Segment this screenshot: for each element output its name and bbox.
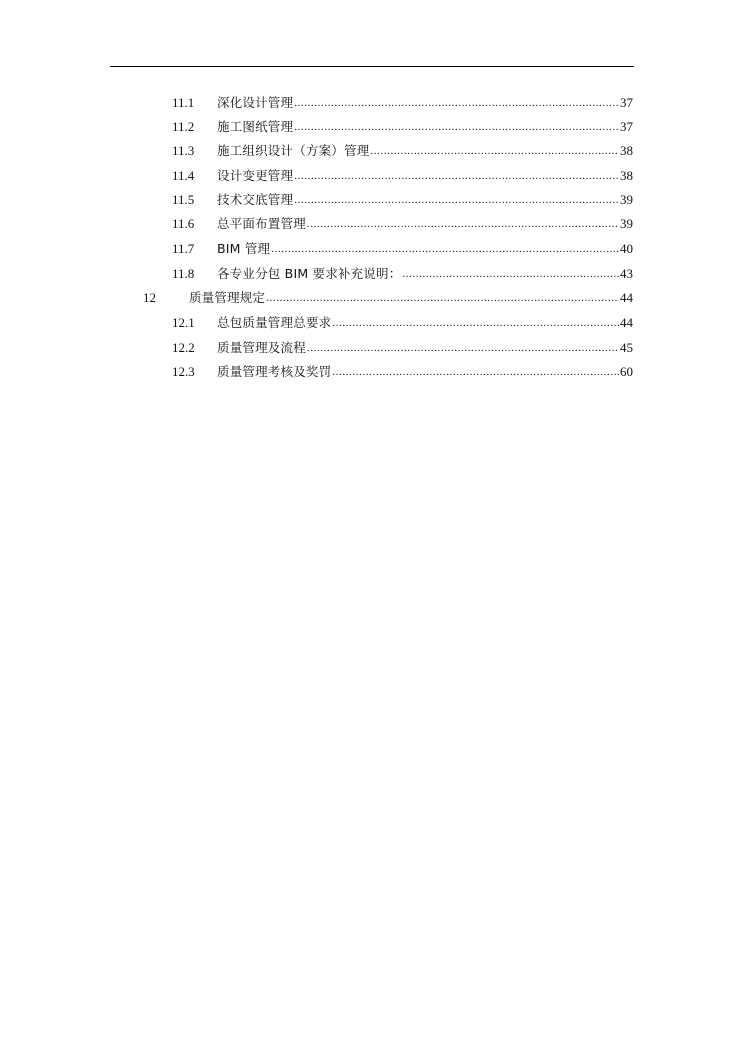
toc-entry-12-1[interactable] <box>172 312 633 334</box>
toc-dot-leader <box>402 263 619 285</box>
toc-entry-number: 12.3 <box>172 364 195 379</box>
toc-entry-11-1[interactable] <box>172 92 633 114</box>
toc-entry-page: 39 <box>620 216 633 231</box>
toc-entry-page: 37 <box>620 119 633 134</box>
toc-dot-leader <box>271 238 619 260</box>
toc-entry-page: 39 <box>620 192 633 207</box>
toc-entry-11-4[interactable] <box>172 165 633 187</box>
toc-entry-12-2[interactable] <box>172 337 633 359</box>
toc-entry-title: 施工图纸管理 <box>217 119 294 134</box>
toc-entry-number: 11.6 <box>172 216 195 231</box>
toc-entry-page: 40 <box>620 241 633 256</box>
toc-dot-leader <box>266 287 619 309</box>
toc-entry-title: 各专业分包 BIM 要求补充说明： <box>217 266 402 281</box>
toc-entry-page: 44 <box>620 315 633 330</box>
toc-entry-title: 质量管理及流程 <box>217 340 306 355</box>
toc-dot-leader <box>307 213 619 235</box>
toc-entry-page: 43 <box>620 266 633 281</box>
toc-entry-page: 38 <box>620 143 633 158</box>
toc-entry-12[interactable] <box>143 287 633 309</box>
toc-dot-leader <box>294 189 619 211</box>
toc-dot-leader <box>294 92 619 114</box>
toc-entry-11-3[interactable] <box>172 140 633 162</box>
toc-entry-number: 11.4 <box>172 168 195 183</box>
toc-entry-number: 12.1 <box>172 315 195 330</box>
toc-entry-number: 11.7 <box>172 241 195 256</box>
toc-entry-page: 44 <box>620 290 633 305</box>
toc-dot-leader <box>332 312 619 334</box>
toc-entry-11-8[interactable] <box>172 263 633 285</box>
toc-entry-number: 12.2 <box>172 340 195 355</box>
toc-entry-title: 总包质量管理总要求 <box>217 315 332 330</box>
toc-entry-title: 深化设计管理 <box>217 95 294 110</box>
toc-entry-number: 11.3 <box>172 143 195 158</box>
toc-dot-leader <box>294 116 619 138</box>
toc-entry-title: 质量管理规定 <box>189 290 266 305</box>
header-rule <box>110 66 634 67</box>
toc-entry-page: 37 <box>620 95 633 110</box>
toc-entry-title: 施工组织设计（方案）管理 <box>217 143 370 158</box>
toc-entry-number: 11.1 <box>172 95 195 110</box>
toc-entry-number: 11.8 <box>172 266 195 281</box>
toc-entry-11-6[interactable] <box>172 213 633 235</box>
toc-entry-page: 38 <box>620 168 633 183</box>
toc-entry-title: 质量管理考核及奖罚 <box>217 364 332 379</box>
toc-entry-title: 技术交底管理 <box>217 192 294 207</box>
toc-entry-number: 11.2 <box>172 119 195 134</box>
toc-entry-11-2[interactable] <box>172 116 633 138</box>
toc-entry-title: BIM 管理 <box>217 241 271 256</box>
toc-entry-number: 12 <box>143 290 156 305</box>
toc-dot-leader <box>307 337 619 359</box>
toc-entry-page: 60 <box>620 364 633 379</box>
toc-entry-page: 45 <box>620 340 633 355</box>
toc-entry-title: 总平面布置管理 <box>217 216 306 231</box>
toc-entry-11-7[interactable] <box>172 238 633 260</box>
toc-dot-leader <box>370 140 619 162</box>
toc-entry-title: 设计变更管理 <box>217 168 294 183</box>
toc-dot-leader <box>294 165 619 187</box>
toc-entry-11-5[interactable] <box>172 189 633 211</box>
toc-entry-number: 11.5 <box>172 192 195 207</box>
toc-entry-12-3[interactable] <box>172 361 633 383</box>
toc-dot-leader <box>332 361 619 383</box>
